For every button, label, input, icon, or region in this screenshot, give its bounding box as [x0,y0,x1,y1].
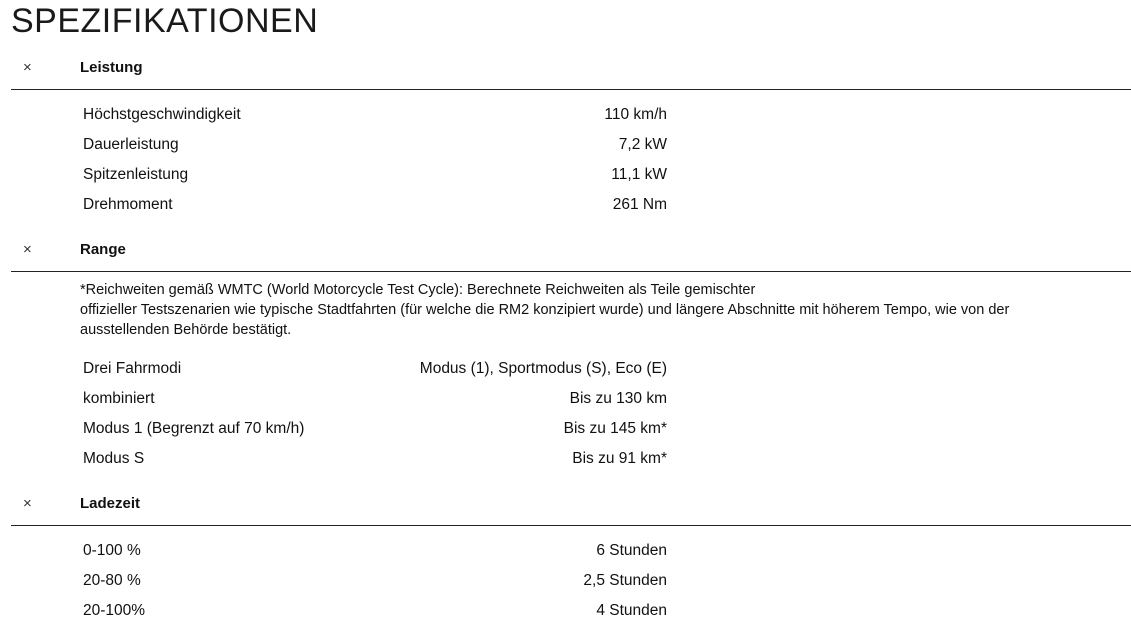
page-title: SPEZIFIKATIONEN [11,2,319,40]
spec-label: Modus S [83,450,145,467]
spec-label: Drei Fahrmodi [83,360,182,377]
spec-value: 2,5 Stunden [583,572,667,589]
close-icon[interactable]: × [23,241,32,258]
spec-label: 20-80 % [83,572,141,589]
spec-label: 20-100% [83,602,146,619]
section-ladezeit [11,482,1131,634]
spec-label: Modus 1 (Begrenzt auf 70 km/h) [83,420,305,437]
spec-value: Modus (1), Sportmodus (S), Eco (E) [419,360,667,377]
spec-row [83,100,667,130]
range-footnote [11,272,1131,354]
section-title: Leistung [80,59,143,76]
spec-value: 261 Nm [612,196,667,213]
footnote-line: offizieller Testszenarien wie typische Stadtfahrten (für welche die RM2 konzipiert wurde) und längere Abschnitte mit höherem Tempo, wie von der [80,302,1010,318]
spec-row [83,596,667,626]
spec-value: Bis zu 130 km [569,390,667,407]
spec-value: 4 Stunden [596,602,667,619]
spec-list-leistung [11,90,1131,228]
spec-row [83,536,667,566]
section-range [11,228,1131,482]
section-leistung [11,46,1131,228]
spec-value: 11,1 kW [611,166,667,183]
spec-label: Höchstgeschwindigkeit [83,106,241,123]
spec-value: Bis zu 145 km* [563,420,667,437]
spec-value: 110 km/h [604,106,667,123]
footnote-line: ausstellenden Behörde bestätigt. [80,322,292,338]
spec-row [83,566,667,596]
spec-list-ladezeit [11,526,1131,634]
spec-label: 0-100 % [83,542,141,559]
footnote-line: *Reichweiten gemäß WMTC (World Motorcycle Test Cycle): Berechnete Reichweiten als Teile gemischter [80,282,756,298]
spec-value: 6 Stunden [596,542,667,559]
spec-list-range [11,354,1131,482]
section-header-leistung[interactable] [11,46,1131,90]
section-title: Range [80,241,126,258]
spec-label: Spitzenleistung [83,166,189,183]
spec-row [83,384,667,414]
section-header-ladezeit[interactable] [11,482,1131,526]
spec-row [83,354,667,384]
spec-label: Drehmoment [83,196,173,213]
close-icon[interactable]: × [23,59,32,76]
section-header-range[interactable] [11,228,1131,272]
section-title: Ladezeit [80,495,141,512]
spec-row [83,414,667,444]
spec-row [83,130,667,160]
spec-row [83,190,667,220]
spec-label: kombiniert [83,390,155,407]
spec-label: Dauerleistung [83,136,179,153]
spec-row [83,160,667,190]
spec-row [83,444,667,474]
spec-value: Bis zu 91 km* [572,450,667,467]
spec-value: 7,2 kW [618,136,667,153]
close-icon[interactable]: × [23,495,32,512]
